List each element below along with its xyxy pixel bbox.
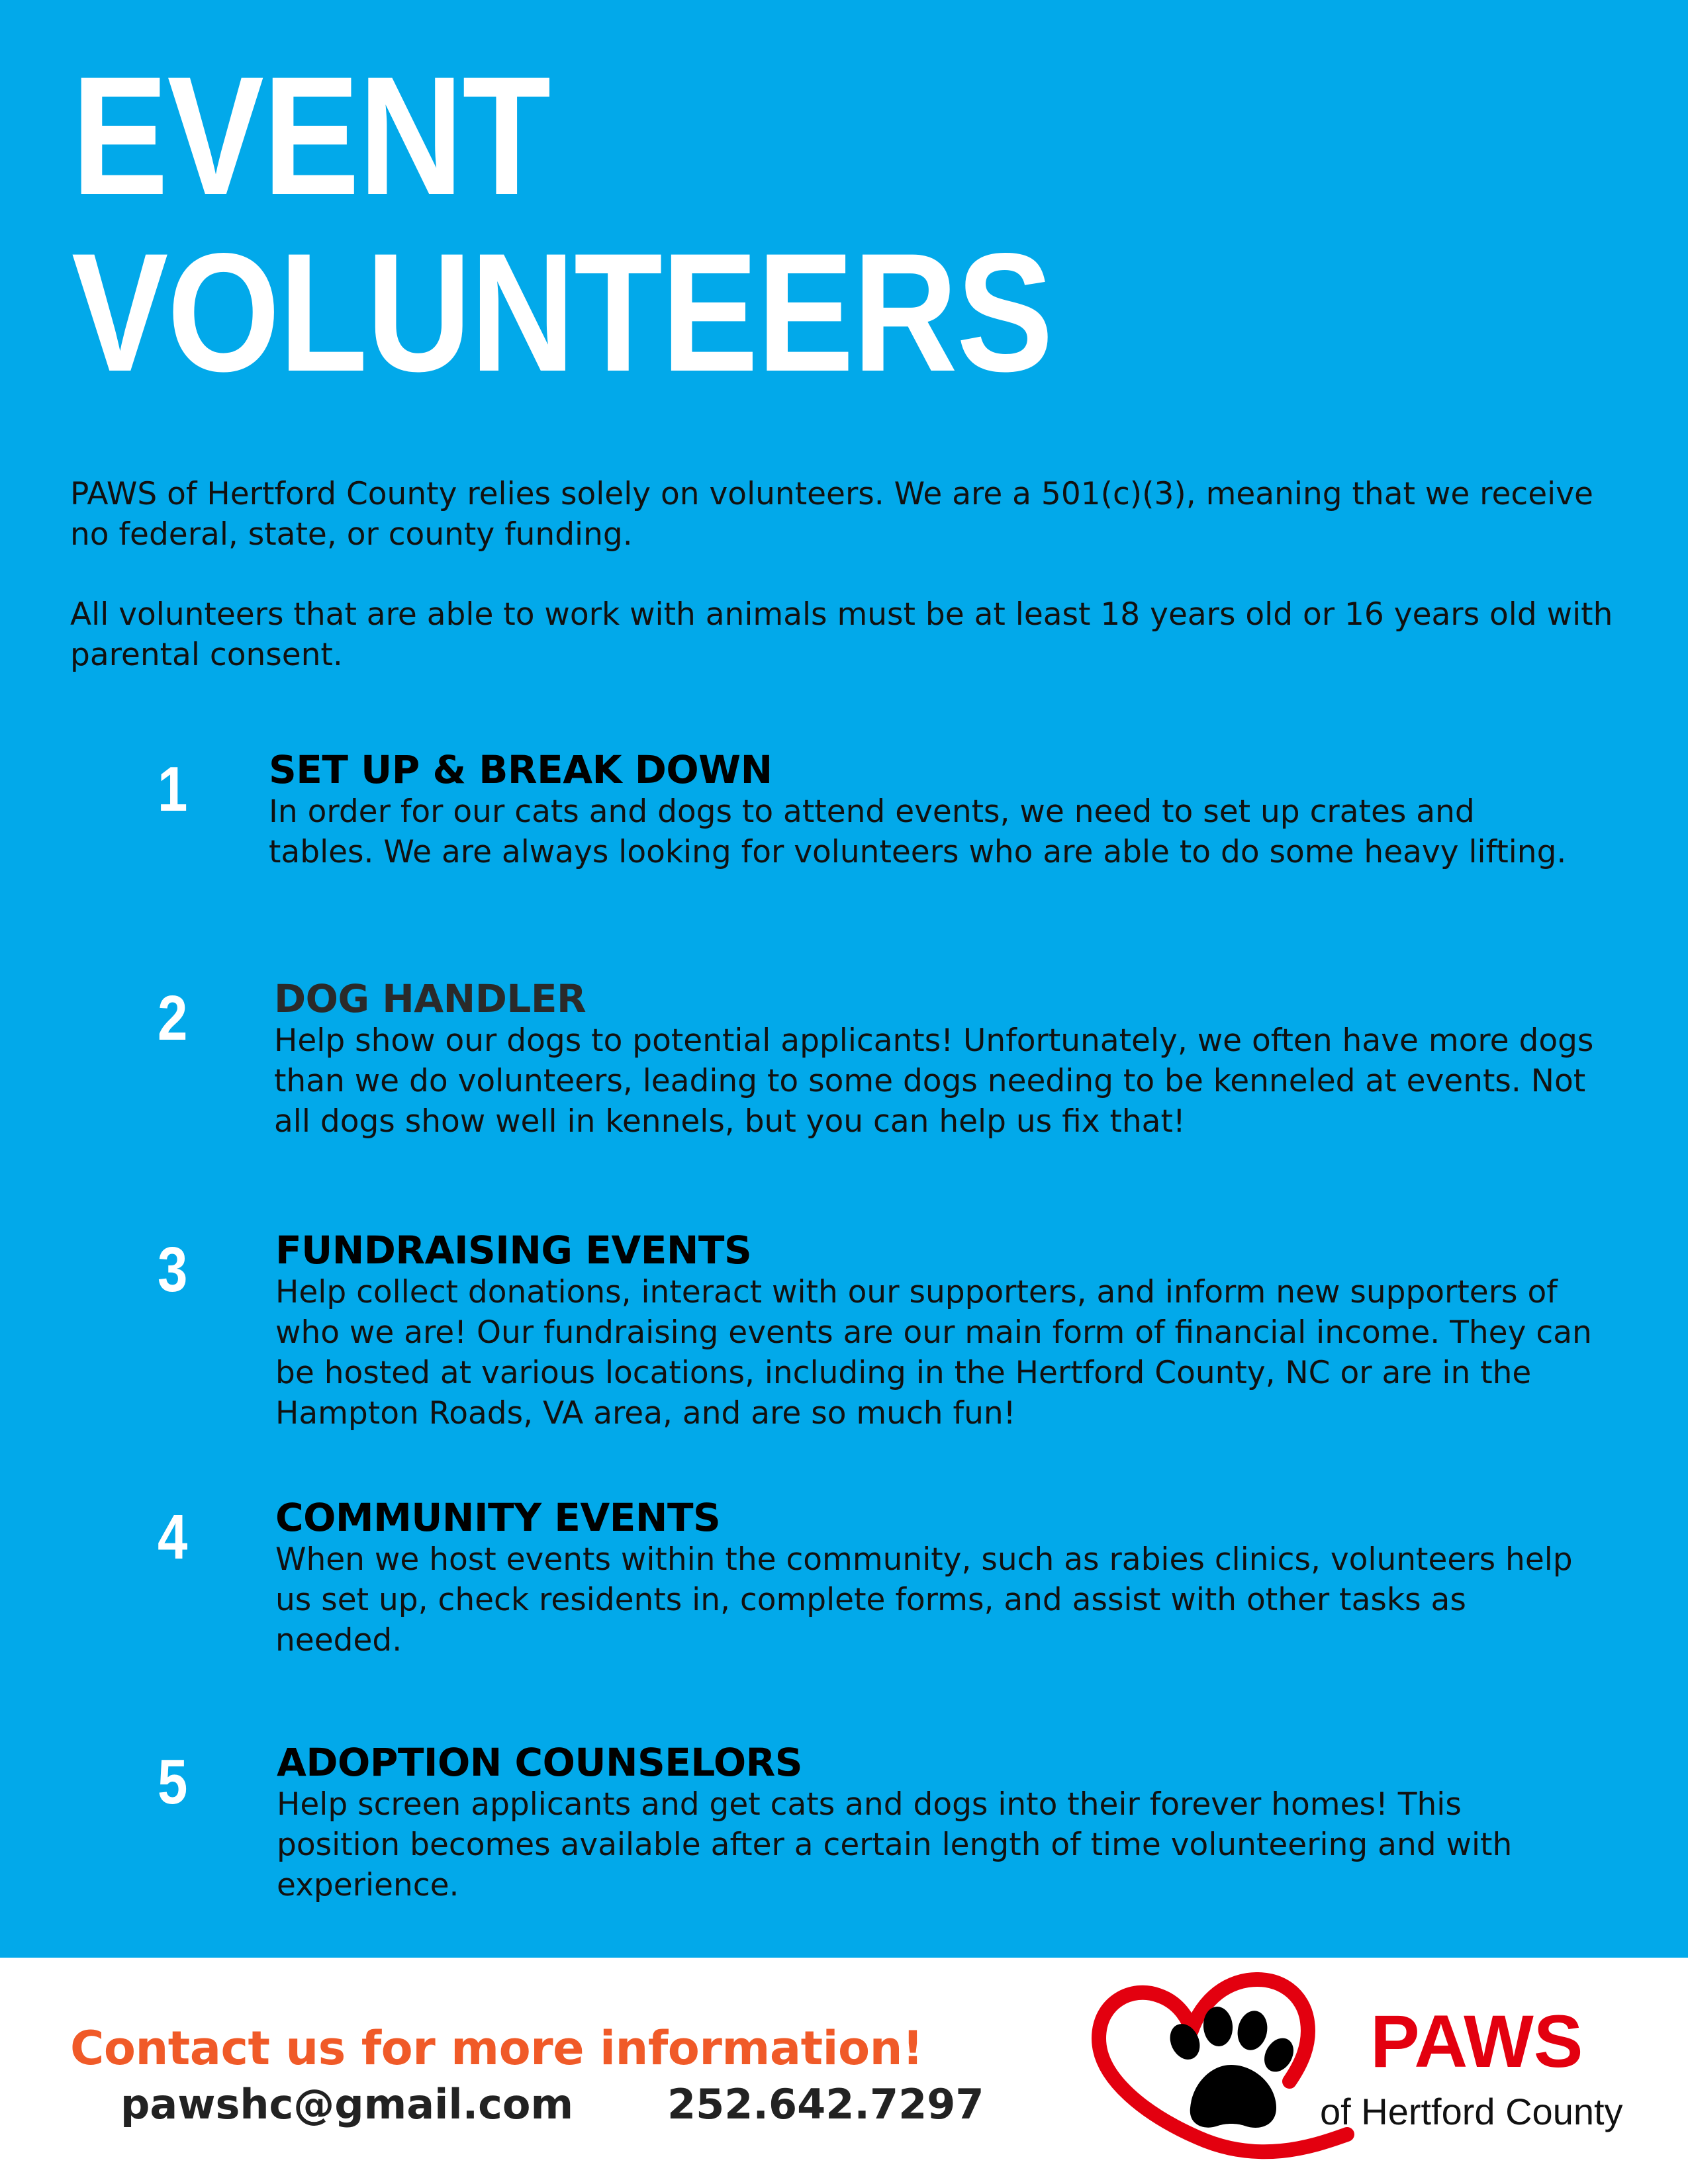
intro-paragraph-2: All volunteers that are able to work with animals must be at least 18 years old or 16 years old with parental consent. [70,596,1613,673]
title-line-2: VOLUNTEERS [71,218,1053,407]
paws-logo [1079,1972,1675,2171]
role-number: 2 [158,983,188,1054]
logo-name: PAWS [1370,2000,1583,2083]
role-number: 3 [158,1234,188,1305]
role-title: COMMUNITY EVENTS [275,1495,721,1540]
role-description: Help screen applicants and get cats and dogs into their forever homes! This position becomes available after a certain length of time volunteering and with experience. [277,1786,1513,1903]
role-description: Help show our dogs to potential applicants! Unfortunately, we often have more dogs than we do volunteers, leading to some dogs needing to be kenneled at events. Not all dogs show well in kennels, but you can help us fix that! [274,1023,1594,1140]
logo-subtitle: of Hertford County [1320,2091,1623,2132]
email-link[interactable]: pawshc@gmail.com [120,2080,574,2128]
role-description: Help collect donations, interact with our supporters, and inform new supporters of who we are! Our fundraising events are our main form of financial income. They can be hosted at various locations, including in the Hertford County, NC or are in the Hampton Roads, VA area, and are so much fun! [275,1274,1592,1432]
role-description: When we host events within the community, such as rabies clinics, volunteers help us set up, check residents in, complete forms, and assist with other tasks as needed. [275,1541,1573,1659]
page-title [71,42,1053,407]
intro-paragraph-1: PAWS of Hertford County relies solely on volunteers. We are a 501(c)(3), meaning that we receive no federal, state, or county funding. [70,476,1593,553]
role-number: 1 [158,754,188,825]
role-title: DOG HANDLER [274,976,586,1021]
contact-cta: Contact us for more information! [70,2021,923,2075]
role-number: 4 [158,1502,188,1572]
role-description: In order for our cats and dogs to attend events, we need to set up crates and tables. We are always looking for volunteers who are able to do some heavy lifting. [269,794,1567,870]
role-title: ADOPTION COUNSELORS [277,1740,803,1785]
role-title: SET UP & BREAK DOWN [269,747,773,792]
role-number: 5 [158,1747,188,1817]
phone-link[interactable]: 252.642.7297 [667,2080,984,2128]
role-title: FUNDRAISING EVENTS [275,1228,752,1273]
title-line-1: EVENT [71,42,550,230]
heart-outline [1099,1979,1347,2152]
